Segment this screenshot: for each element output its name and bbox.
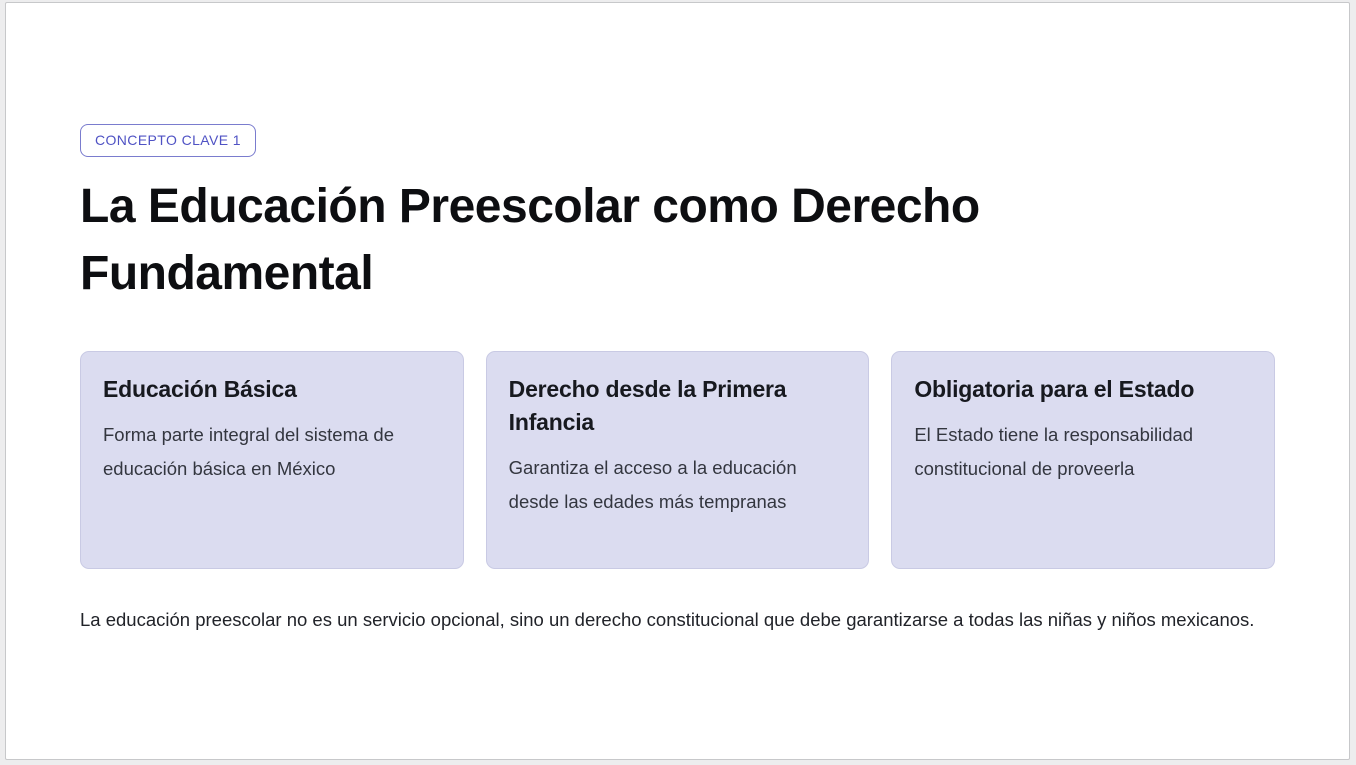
concept-cards-row xyxy=(80,351,1275,569)
card-body: El Estado tiene la responsabilidad constitucional de proveerla xyxy=(914,424,1194,479)
card-body: Garantiza el acceso a la educación desde las edades más tempranas xyxy=(508,457,797,512)
slide-content xyxy=(6,124,1349,638)
card-body: Forma parte integral del sistema de educación básica en México xyxy=(103,424,394,479)
presentation-slide xyxy=(5,2,1350,760)
concept-badge: CONCEPTO CLAVE 1 xyxy=(80,124,256,157)
slide-title: La Educación Preescolar como Derecho Fundamental xyxy=(80,180,980,300)
card-title: Educación Básica xyxy=(103,376,297,402)
card-title: Derecho desde la Primera Infancia xyxy=(508,376,787,435)
concept-card-educacion-basica xyxy=(80,351,464,569)
badge-row xyxy=(80,124,1275,157)
concept-card-derecho-primera-infancia xyxy=(486,351,870,569)
summary-paragraph: La educación preescolar no es un servicio opcional, sino un derecho constitucional que debe garantizarse a todas las niñas y niños mexicanos. xyxy=(80,609,1255,630)
card-title: Obligatoria para el Estado xyxy=(914,376,1195,402)
concept-card-obligatoria-estado xyxy=(891,351,1275,569)
